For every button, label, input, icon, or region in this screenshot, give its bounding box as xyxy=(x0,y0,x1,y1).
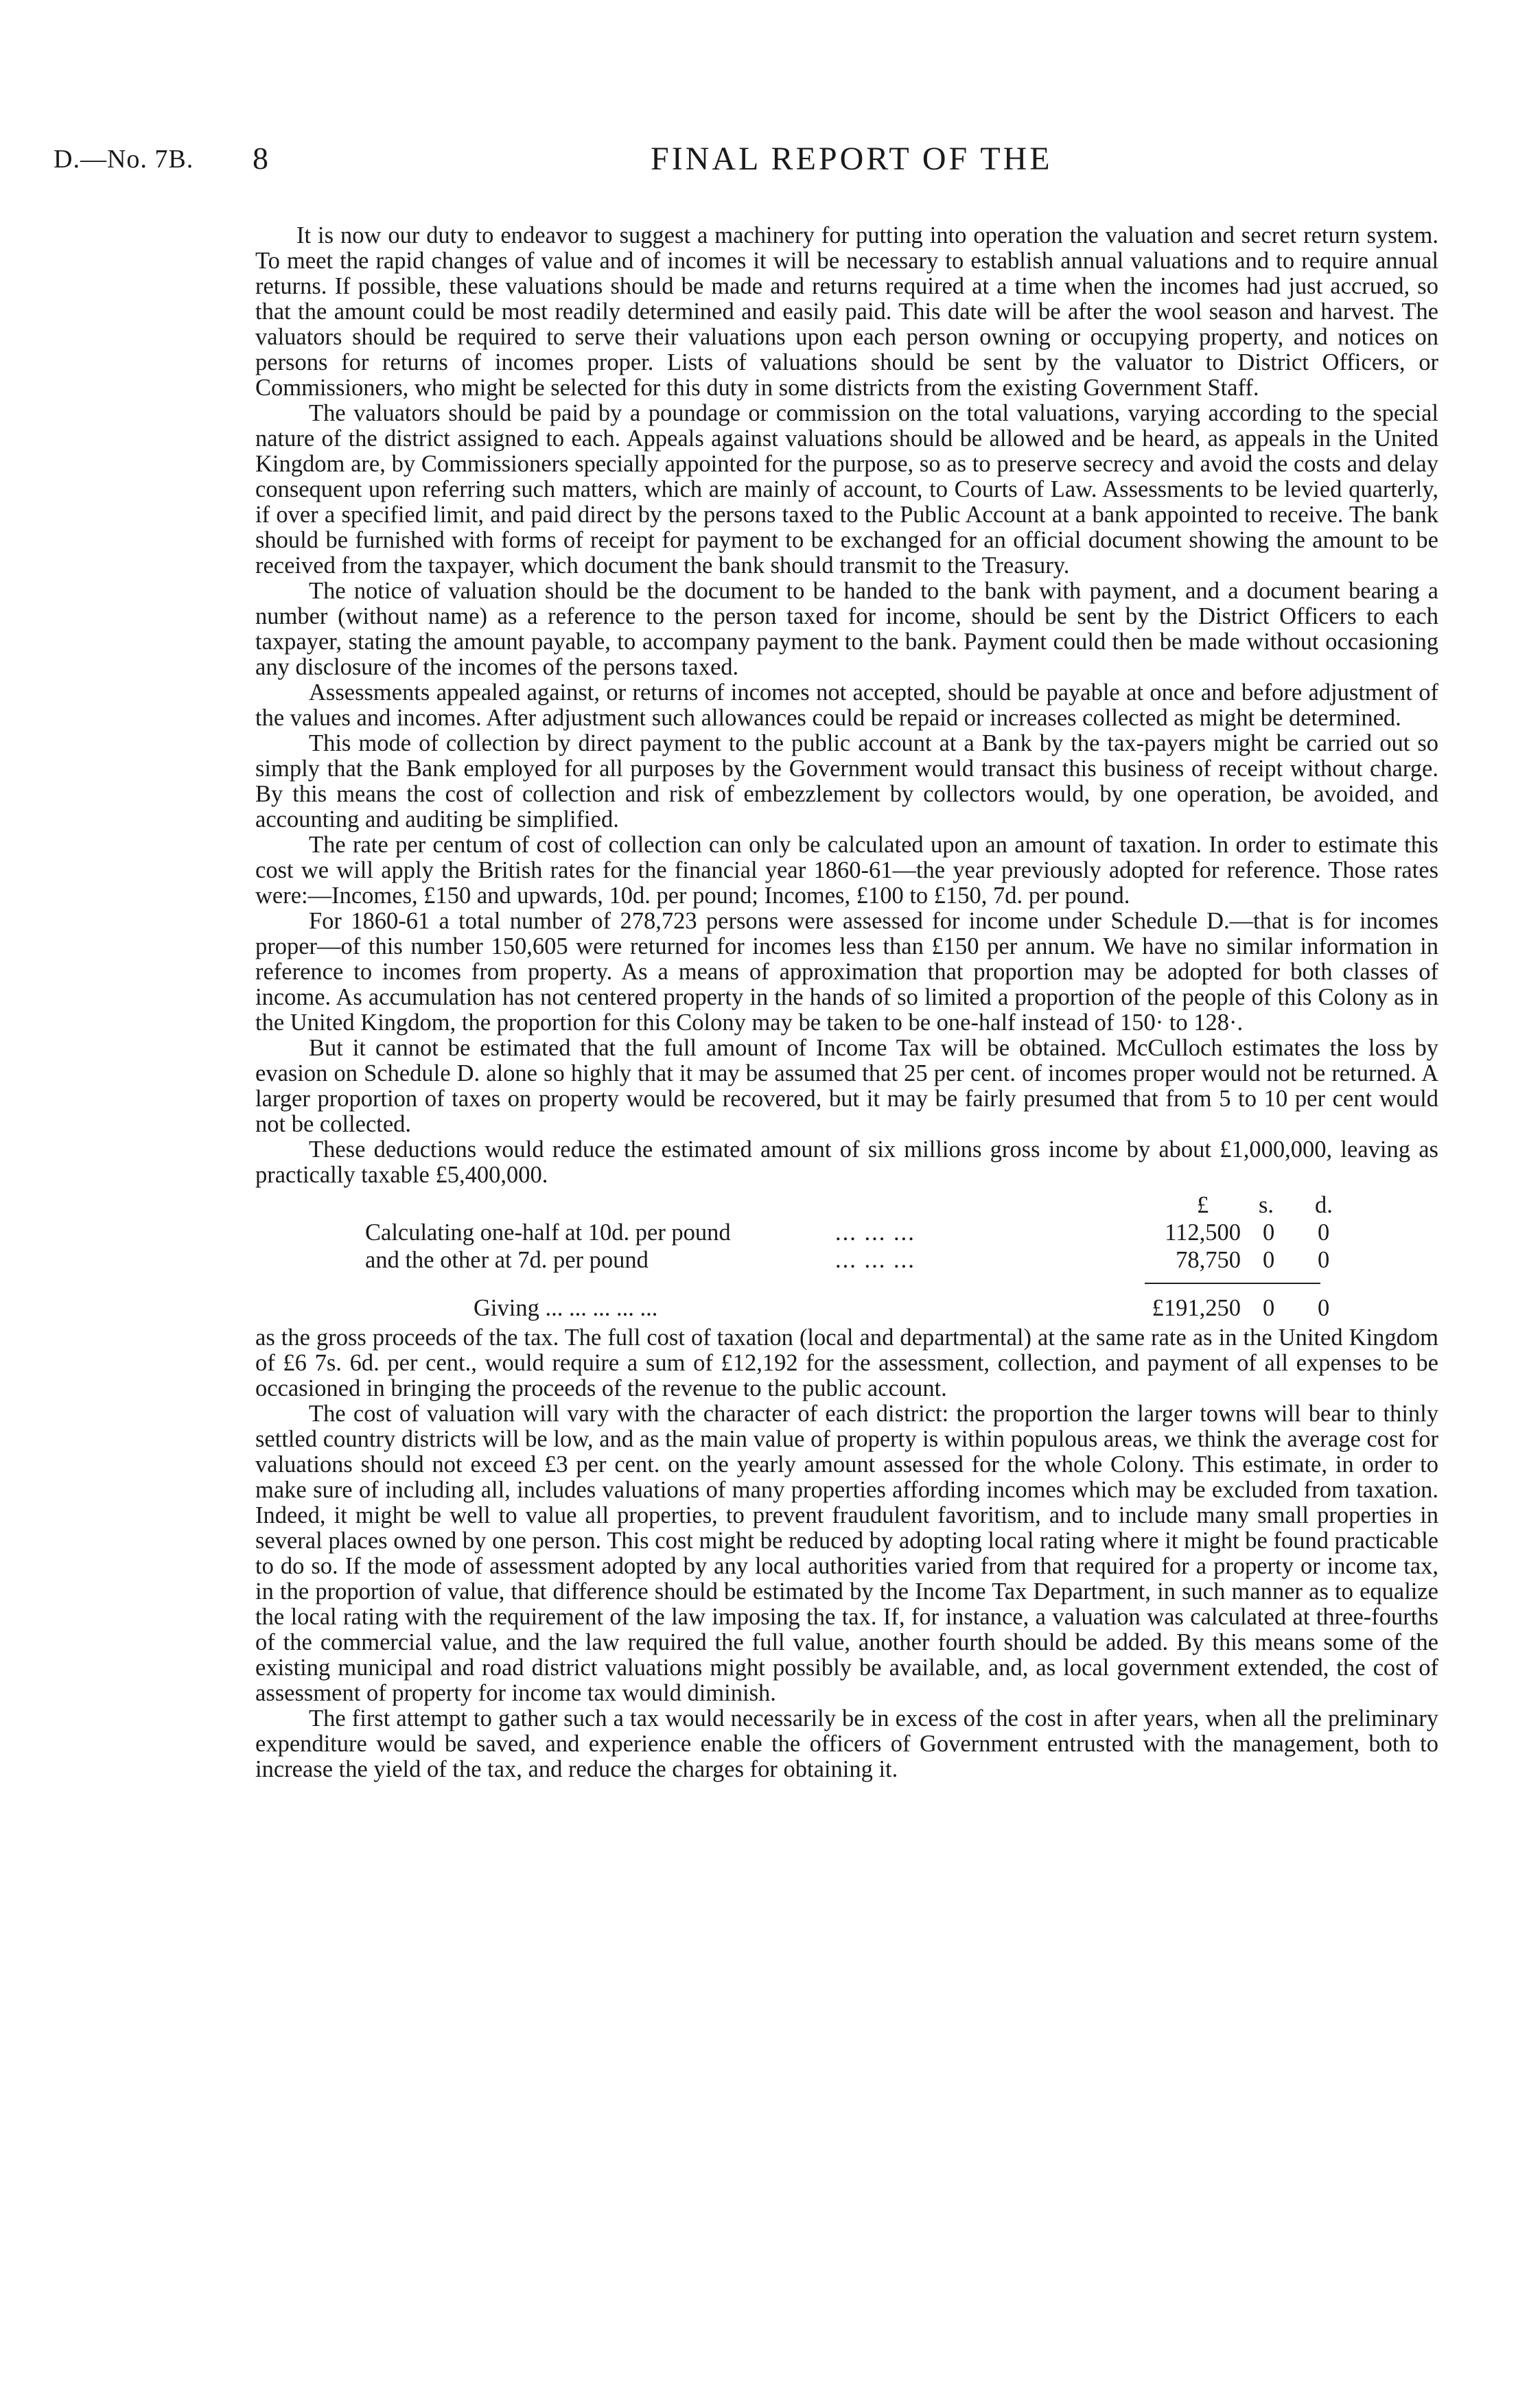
row-pence: 0 xyxy=(1318,1220,1330,1246)
total-label: Giving ... ... ... ... ... xyxy=(474,1295,658,1321)
row-shillings: 0 xyxy=(1263,1247,1275,1273)
shillings-column-header: s. xyxy=(1259,1192,1274,1218)
running-title: FINAL REPORT OF THE xyxy=(651,141,1053,177)
page-header xyxy=(54,141,1426,185)
row-amount: 78,750 xyxy=(1176,1247,1241,1273)
calculation-table xyxy=(255,1192,1438,1322)
total-shillings: 0 xyxy=(1263,1295,1275,1321)
leader-dots: ... ... ... xyxy=(835,1247,915,1273)
pence-column-header: d. xyxy=(1315,1192,1333,1218)
paragraph: It is now our duty to endeavor to suggest a machinery for putting into operation the valuation and secret return system. To meet the rapid changes of value and of incomes it will be necessary to establish annual valuations and to require annual returns. If possible, these valuations should be made and returns required at a time when the incomes had just accrued, so that the amount could be most readily determined and easily paid. This date will be after the wool season and harvest. The valuators should be required to serve their valuations upon each person owning or occupying property, and notices on persons for returns of incomes proper. Lists of valuations should be sent by the valuator to District Officers, or Commissioners, who might be selected for this duty in some districts from the existing Government Staff. xyxy=(255,222,1438,401)
calculation-row xyxy=(255,1220,1438,1247)
total-amount: £191,250 xyxy=(1152,1295,1241,1321)
paragraph: For 1860-61 a total number of 278,723 persons were assessed for income under Schedule D.—that is for incomes proper—of this number 150,605 were returned for incomes less than £150 per annum. We have no similar information in reference to incomes from property. As a means of approximation that proportion may be adopted for both classes of income. As accumulation has not centered property in the hands of so limited a proportion of the people of this Colony as in the United Kingdom, the proportion for this Colony may be taken to be one-half instead of 150· to 128·. xyxy=(255,908,1438,1036)
calculation-row xyxy=(255,1247,1438,1274)
paragraph: This mode of collection by direct payment to the public account at a Bank by the tax-payers might be carried out so simply that the Bank employed for all purposes by the Government would transact this business of receipt without charge. By this means the cost of collection and risk of embezzlement by collectors would, by one operation, be avoided, and accounting and auditing be simplified. xyxy=(255,730,1438,832)
paragraph: as the gross proceeds of the tax. The full cost of taxation (local and departmental) at the same rate as in the United Kingdom of £6 7s. 6d. per cent., would require a sum of £12,192 for the assessment, collection, and payment of all expenses to be occasioned in bringing the proceeds of the revenue to the public account. xyxy=(255,1325,1438,1401)
row-label: Calculating one-half at 10d. per pound xyxy=(365,1220,731,1246)
paragraph: Assessments appealed against, or returns of incomes not accepted, should be payable at once and before adjustment of the values and incomes. After adjustment such allowances could be repaid or increases collected as might be determined. xyxy=(255,679,1438,731)
row-amount: 112,500 xyxy=(1165,1220,1241,1246)
pounds-column-header: £ xyxy=(1197,1192,1209,1218)
page-number: 8 xyxy=(253,141,268,176)
calculation-total-row xyxy=(255,1295,1438,1322)
paragraph: But it cannot be estimated that the full amount of Income Tax will be obtained. McCulloch estimates the loss by evasion on Schedule D. alone so highly that it may be assumed that 25 per cent. of incomes proper would not be returned. A larger proportion of taxes on property would be recovered, but it may be fairly presumed that from 5 to 10 per cent would not be collected. xyxy=(255,1035,1438,1137)
total-pence: 0 xyxy=(1318,1295,1330,1321)
document-reference: D.—No. 7B. xyxy=(54,145,194,174)
paragraph: The rate per centum of cost of collection can only be calculated upon an amount of taxation. In order to estimate this cost we will apply the British rates for the financial year 1860-61—the year previously adopted for reference. Those rates were:—Incomes, £150 and upwards, 10d. per pound; Incomes, £100 to £150, 7d. per pound. xyxy=(255,832,1438,909)
paragraph: The valuators should be paid by a poundage or commission on the total valuations, varying according to the special nature of the district assigned to each. Appeals against valuations should be allowed and be heard, as appeals in the United Kingdom are, by Commissioners specially appointed for the purpose, so as to preserve secrecy and avoid the costs and delay consequent upon referring such matters, which are mainly of account, to Courts of Law. Assessments to be levied quarterly, if over a specified limit, and paid direct by the persons taxed to the Public Account at a bank appointed to receive. The bank should be furnished with forms of receipt for payment to be exchanged for an official document showing the amount to be received from the taxpayer, which document the bank should transmit to the Treasury. xyxy=(255,400,1438,579)
sum-rule-area xyxy=(255,1274,1438,1295)
sum-rule xyxy=(1145,1283,1320,1284)
body-text xyxy=(255,223,1438,1782)
paragraph: The first attempt to gather such a tax would necessarily be in excess of the cost in after years, when all the preliminary expenditure would be saved, and experience enable the officers of Government entrusted with the management, both to increase the yield of the tax, and reduce the charges for obtaining it. xyxy=(255,1705,1438,1782)
leader-dots: ... ... ... xyxy=(835,1220,915,1246)
paragraph: The cost of valuation will vary with the character of each district: the proportion the larger towns will bear to thinly settled country districts will be low, and as the main value of property is within populous areas, we think the average cost for valuations should not exceed £3 per cent. on the yearly amount assessed for the whole Colony. This estimate, in order to make sure of including all, includes valuations of many properties affording incomes which may be excluded from taxation. Indeed, it might be well to value all properties, to prevent fraudulent favoritism, and to include many small properties in several places owned by one person. This cost might be reduced by adopting local rating where it might be found practicable to do so. If the mode of assessment adopted by any local authorities varied from that required for a property or income tax, in the proportion of value, that difference should be estimated by the Income Tax Department, in such manner as to equalize the local rating with the requirement of the law imposing the tax. If, for instance, a valuation was calculated at three-fourths of the commercial value, and the law required the full value, another fourth should be added. By this means some of the existing municipal and road district valuations might possibly be available, and, as local government extended, the cost of assessment of property for income tax would diminish. xyxy=(255,1401,1438,1706)
paragraph: The notice of valuation should be the document to be handed to the bank with payment, and a document bearing a number (without name) as a reference to the person taxed for income, should be sent by the District Officers to each taxpayer, stating the amount payable, to accompany payment to the bank. Payment could then be made without occasioning any disclosure of the incomes of the persons taxed. xyxy=(255,578,1438,680)
row-shillings: 0 xyxy=(1263,1220,1275,1246)
row-pence: 0 xyxy=(1318,1247,1330,1273)
calculation-header xyxy=(255,1192,1438,1220)
paragraph: These deductions would reduce the estimated amount of six millions gross income by about £1,000,000, leaving as practically taxable £5,400,000. xyxy=(255,1136,1438,1188)
row-label: and the other at 7d. per pound xyxy=(365,1247,649,1273)
